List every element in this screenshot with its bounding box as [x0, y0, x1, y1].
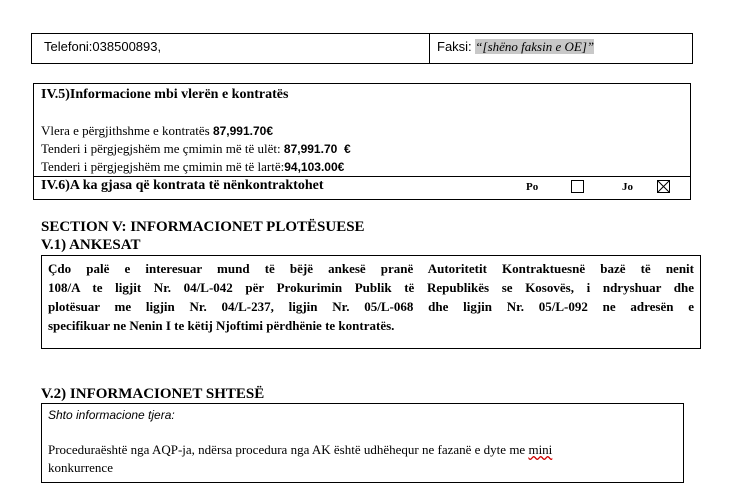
contact-divider [429, 34, 430, 63]
value-row-lowest [41, 141, 351, 157]
value-row-highest [41, 159, 344, 175]
value-row-amount: 87,991.70 € [283, 142, 351, 156]
value-row-total [41, 123, 273, 139]
section-v2-heading: V.2) INFORMACIONET SHTESË [41, 386, 265, 402]
additional-info-main: Proceduraështë nga AQP-ja, ndërsa procedura nga AK është udhëhequr ne fazanë e dyte me [48, 442, 529, 457]
fax-field[interactable] [437, 39, 594, 55]
section-v-title: SECTION V: INFORMACIONET PLOTËSUESE [41, 219, 365, 235]
contract-value-section [33, 83, 691, 177]
additional-info-hint: Shto informacione tjera: [48, 408, 175, 422]
complaints-line: specifikuar ne Nenin I te këtij Njoftimi përdhënie te kontratës. [48, 318, 395, 333]
option-no-checkbox[interactable] [657, 180, 670, 193]
additional-info-box[interactable] [41, 403, 684, 483]
phone-text: Telefoni:038500893, [44, 39, 162, 54]
complaints-box [41, 255, 701, 349]
complaints-line: plotësuar me ligjin Nr. 04/L-237, ligjin Nr. 05/L-068 dhe ligjin Nr. 05/L-092 ne adresën e [48, 299, 694, 314]
fax-label: Faksi: [437, 39, 476, 54]
value-row-label: Tenderi i përgjegjshëm me çmimin më të lartë: [41, 159, 285, 174]
check-cross-icon [658, 181, 669, 192]
spellcheck-flag: mini [528, 442, 553, 457]
value-row-label: Vlera e përgjithshme e kontratës [41, 123, 213, 138]
value-row-amount: 87,991.70€ [212, 124, 274, 138]
subcontracting-section [33, 176, 691, 200]
additional-info-cont: konkurrence [48, 460, 113, 475]
complaints-line: Çdo palë e interesuar mund të bëjë ankesë pranë Autoritetit Kontraktuesnë bazë të nenit [48, 261, 694, 276]
additional-info-text [48, 441, 678, 477]
option-yes-label: Po [526, 181, 539, 193]
value-row-label: Tenderi i përgjegjshëm me çmimin më të ulët: [41, 141, 284, 156]
option-yes-checkbox[interactable] [571, 180, 584, 193]
option-no-label: Jo [622, 181, 633, 193]
section-v1-heading: V.1) ANKESAT [41, 237, 141, 253]
section-iv5-heading: IV.5)Informacione mbi vlerën e kontratës [41, 87, 289, 102]
contact-row [31, 33, 693, 64]
complaints-line: 108/A te ligjit Nr. 04/L-042 për Prokurimin Publik të Republikës se Kosovës, i ndryshuar dhe [48, 280, 694, 295]
section-iv6-heading: IV.6)A ka gjasa që kontrata të nënkontraktohet [41, 178, 324, 193]
value-row-amount: 94,103.00€ [284, 160, 345, 174]
fax-placeholder[interactable]: “[shëno faksin e OE]” [475, 39, 595, 54]
